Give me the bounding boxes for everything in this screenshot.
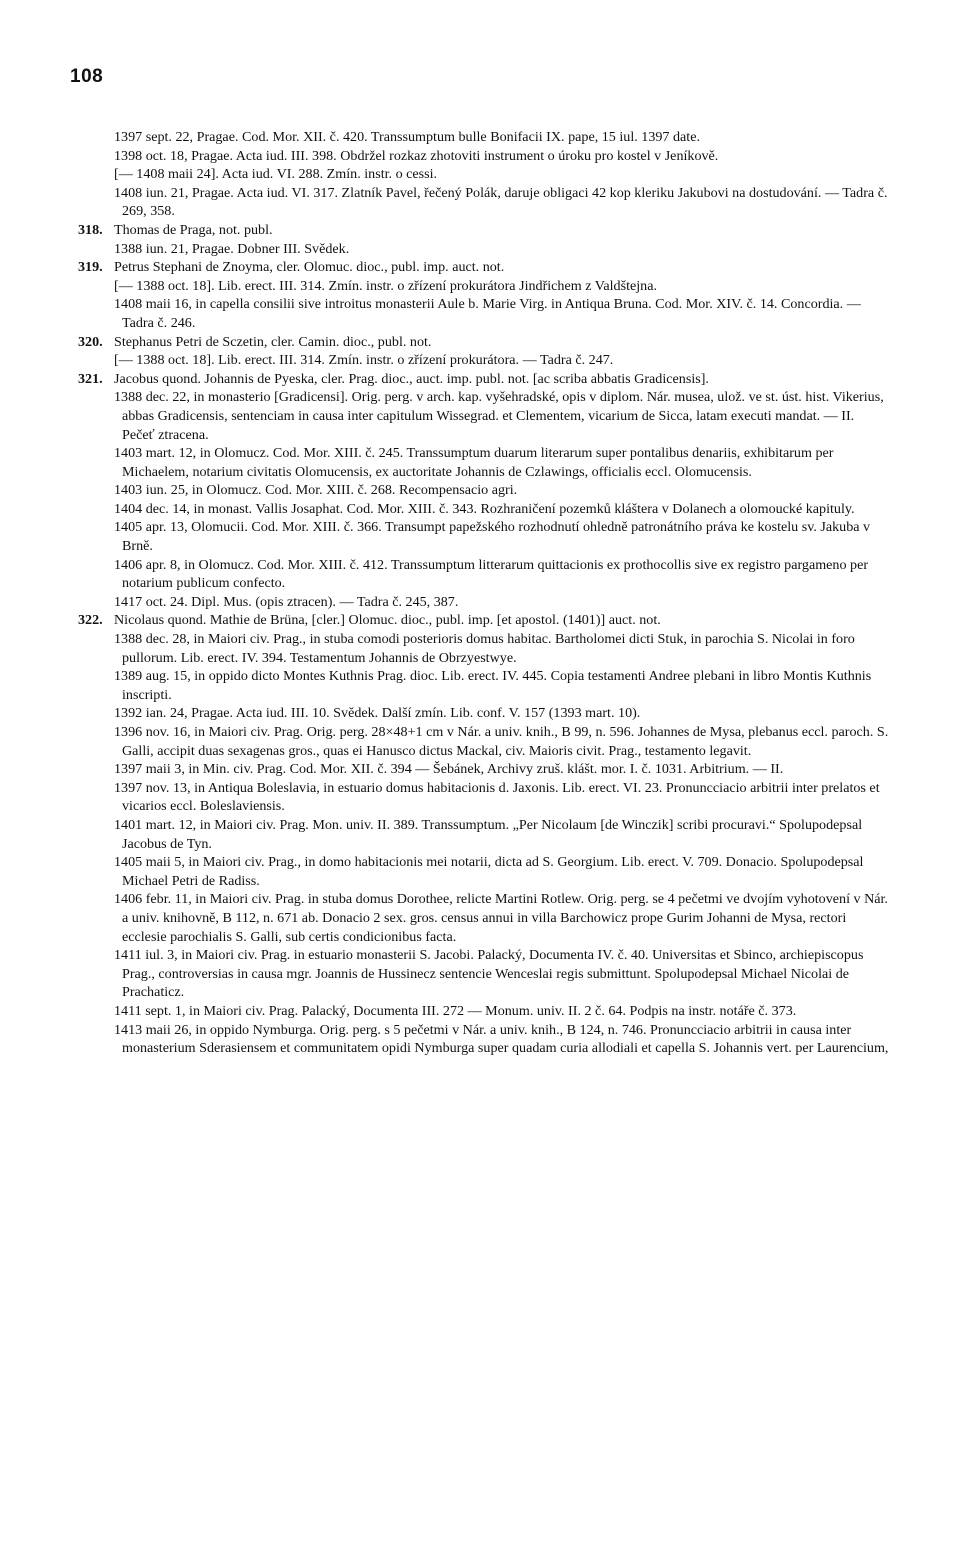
entry-record: 1404 dec. 14, in monast. Vallis Josaphat. Cod. Mor. XIII. č. 343. Rozhraničení pozemků kláštera v Dolanech a olomoucké kapituly. — [114, 500, 855, 517]
entry-record: 1396 nov. 16, in Maiori civ. Prag. Orig. perg. 28×48+1 cm v Nár. a univ. knih., B 99, n. 596. Johannes de Mysa, plebanus eccl. paroch. S. Galli, accipit duas sexagenas gros., quas ei Hanusco dictus Mackal, civ. Maioris civit. Prag., testamento legavit. — [114, 724, 889, 759]
entry-record: 1388 dec. 28, in Maiori civ. Prag., in stuba comodi posterioris domus habitac. Bartholomei dicti Stuk, in parochia S. Nicolai in foro pullorum. Lib. erect. IV. 394. Testamentum Johannis de Obrzyestwye. — [114, 631, 855, 666]
entry-heading: Jacobus quond. Johannis de Pyeska, cler. Prag. dioc., auct. imp. publ. not. [ac scriba abbatis Gradicensis]. — [114, 370, 709, 387]
entry-record: 1401 mart. 12, in Maiori civ. Prag. Mon. univ. II. 389. Transsumptum. „Per Nicolaum [de Winczik] scribi procuravi.“ Spolupodepsal Jacobus de Tyn. — [114, 816, 863, 852]
entry-record: 1406 apr. 8, in Olomucz. Cod. Mor. XIII. č. 412. Transsumptum litterarum quittacionis ex prothocollis sive ex registro pargameno per notarium publicum confecto. — [114, 556, 869, 592]
entry-record: 1411 sept. 1, in Maiori civ. Prag. Palacký, Documenta III. 272 — Monum. univ. II. 2 č. 64. Podpis na instr. notáře č. 373. — [114, 1002, 797, 1019]
entry-record: 1392 ian. 24, Pragae. Acta iud. III. 10. Svědek. Další zmín. Lib. conf. V. 157 (1393 mart. 10). — [114, 705, 641, 722]
entry-record: [— 1388 oct. 18]. Lib. erect. III. 314. Zmín. instr. o zřízení prokurátora Jindřichem z Valdštejna. — [114, 277, 657, 294]
entry-record: 1403 mart. 12, in Olomucz. Cod. Mor. XIII. č. 245. Transsumptum duarum literarum super pontalibus denariis, exhibitarum per Michaelem, notarium civitatis Olomucensis, ex auctoritate Johannis de Czlawings, officialis eccl. Olomucensis. — [114, 445, 834, 480]
entry — [78, 128, 890, 221]
entry-record: 1406 febr. 11, in Maiori civ. Prag. in stuba domus Dorothee, relicte Martini Rotlew. Orig. perg. se 4 pečetmi ve dvojím vyhotovení v Nár. a univ. knihovně, B 112, n. 671 ab. Donacio 2 sex. gros. census annui in villa Barchowicz prope Gurim Johanni de Mysa, rectori ecclesie parochialis S. Galli, sub certis condicionibus facta. — [114, 891, 888, 945]
entry — [78, 221, 890, 258]
entry-heading: Petrus Stephani de Znoyma, cler. Olomuc. dioc., publ. imp. auct. not. — [114, 259, 505, 276]
entry-record: 1405 apr. 13, Olomucii. Cod. Mor. XIII. č. 366. Transumpt papežského rozhodnutí ohledně patronátního práva ke kostelu sv. Jakuba v Brně. — [114, 519, 871, 555]
entry-record: 1417 oct. 24. Dipl. Mus. (opis ztracen). — Tadra č. 245, 387. — [114, 593, 459, 610]
entry — [78, 333, 890, 370]
entry — [78, 370, 890, 612]
entry-number: 322. — [78, 612, 103, 629]
entry-record: 1398 oct. 18, Pragae. Acta iud. III. 398. Obdržel rozkaz zhotoviti instrument o úroku pro kostel v Jeníkově. — [114, 147, 719, 164]
entry-record: 1397 sept. 22, Pragae. Cod. Mor. XII. č. 420. Transsumptum bulle Bonifacii IX. pape, 15 iul. 1397 date. — [114, 129, 700, 145]
entry-record: 1388 iun. 21, Pragae. Dobner III. Svědek. — [114, 240, 350, 257]
entry — [78, 611, 890, 1057]
entry-record: 1405 maii 5, in Maiori civ. Prag., in domo habitacionis mei notarii, dicta ad S. Georgium. Lib. erect. V. 709. Donacio. Spolupodepsal Michael Petri de Radiss. — [114, 854, 864, 889]
entry-record: 1388 dec. 22, in monasterio [Gradicensi]. Orig. perg. v arch. kap. vyšehradské, opis v diplom. Nár. musea, ulož. ve st. úst. hist. Vikerius, abbas Gradicensis, sentenciam in causa inter capitulum Wissegrad. et Clementem, vicarium de Sicca, latam executi mandat. — II. Pečeť ztracena. — [114, 389, 884, 443]
entry-heading: Nicolaus quond. Mathie de Brüna, [cler.] Olomuc. dioc., publ. imp. [et apostol. (1401)] auct. not. — [114, 612, 661, 629]
page-body — [78, 128, 890, 1058]
entry-record: 1408 iun. 21, Pragae. Acta iud. VI. 317. Zlatník Pavel, řečený Polák, daruje obligaci 42 kop kleriku Jakubovi na dostudování. — Tadra č. 269, 358. — [114, 184, 888, 220]
entry-number: 320. — [78, 333, 103, 350]
entry-number: 321. — [78, 370, 103, 387]
entry-heading: Stephanus Petri de Sczetin, cler. Camin. dioc., publ. not. — [114, 333, 432, 350]
entry-record: [— 1388 oct. 18]. Lib. erect. III. 314. Zmín. instr. o zřízení prokurátora. — Tadra č. 247. — [114, 352, 614, 369]
entry-record: 1408 maii 16, in capella consilii sive introitus monasterii Aule b. Marie Virg. in Antiqua Bruna. Cod. Mor. XIV. č. 14. Concordia. — Tadra č. 246. — [114, 296, 861, 331]
entry-record: 1389 aug. 15, in oppido dicto Montes Kuthnis Prag. dioc. Lib. erect. IV. 445. Copia testamenti Andree plebani in libro Montis Kuthnis inscripti. — [114, 668, 872, 703]
entry-record: [— 1408 maii 24]. Acta iud. VI. 288. Zmín. instr. o cessi. — [114, 166, 438, 183]
page-number: 108 — [70, 66, 104, 87]
entry-record: 1403 iun. 25, in Olomucz. Cod. Mor. XIII. č. 268. Recompensacio agri. — [114, 482, 518, 499]
entry-record: 1397 maii 3, in Min. civ. Prag. Cod. Mor. XII. č. 394 — Šebánek, Archivy zruš. klášt. mor. I. č. 1031. Arbitrium. — II. — [114, 761, 784, 778]
entry — [78, 258, 890, 332]
entry-record: 1413 maii 26, in oppido Nymburga. Orig. perg. s 5 pečetmi v Nár. a univ. knih., B 124, n. 746. Pronuncciacio arbitrii in causa inter monasterium Sderasiensem et communitatem opidi Nymburga super quadam curia allodiali et capella S. Johannis vert. per Laurencium, — [114, 1021, 889, 1057]
entry-heading: Thomas de Praga, not. publ. — [114, 221, 273, 238]
entry-record: 1411 iul. 3, in Maiori civ. Prag. in estuario monasterii S. Jacobi. Palacký, Documenta IV. č. 40. Universitas et Sbinco, archiepiscopus Prag., controversias in causa mgr. Joannis de Hussinecz sentencie Wenceslai regis submittunt. Spolupodepsal Michael Nicolai de Prachaticz. — [114, 947, 864, 1001]
entry-record: 1397 nov. 13, in Antiqua Boleslavia, in estuario domus habitacionis d. Jaxonis. Lib. erect. VI. 23. Pronuncciacio arbitrii inter prelatos et vicarios eccl. Boleslaviensis. — [114, 779, 880, 815]
entry-number: 319. — [78, 259, 103, 276]
entry-number: 318. — [78, 221, 103, 238]
